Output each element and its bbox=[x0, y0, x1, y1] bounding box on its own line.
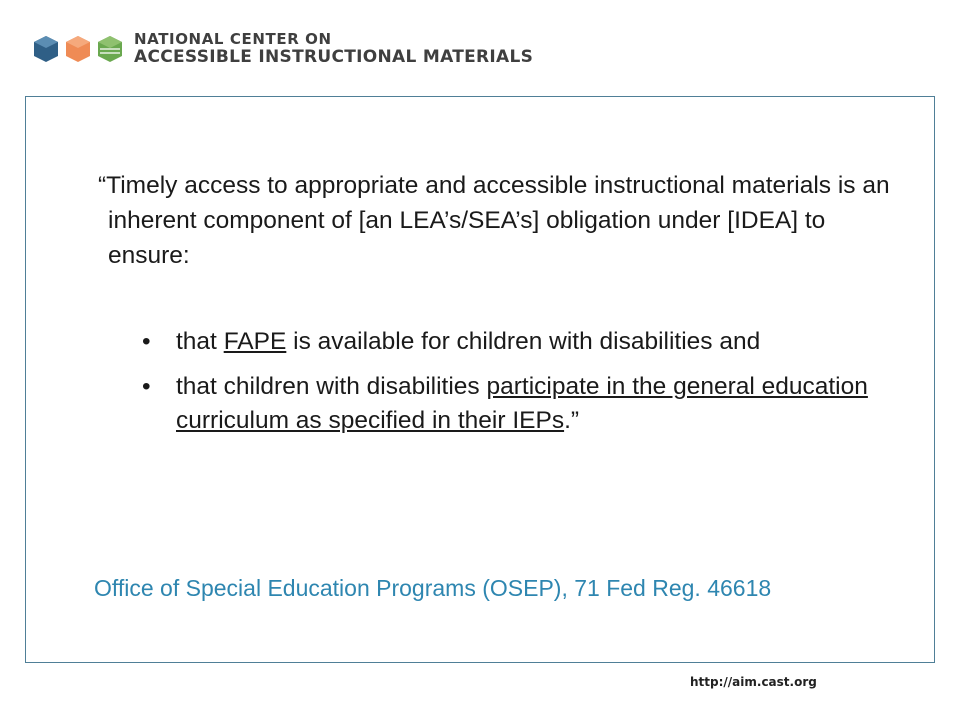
footer-url: http://aim.cast.org bbox=[690, 675, 817, 689]
quote-bullet-curriculum bbox=[136, 370, 886, 438]
header bbox=[30, 24, 533, 74]
bullet-text-pre: that children with disabilities bbox=[176, 373, 487, 400]
quote-box bbox=[25, 96, 935, 663]
bullet-text-post: is available for children with disabilities and bbox=[286, 328, 761, 355]
org-name-line2: ACCESSIBLE INSTRUCTIONAL MATERIALS bbox=[134, 46, 534, 67]
bullet-text-post: .” bbox=[564, 407, 580, 434]
organization-name bbox=[134, 31, 533, 66]
hexagon-logo-icon bbox=[30, 32, 128, 66]
quote-bullet-list bbox=[136, 325, 886, 449]
quote-intro: “Timely access to appropriate and accessible instructional materials is an inherent component of [an LEA’s/SEA’s] obligation under [IDEA] to ensure: bbox=[98, 172, 890, 269]
org-name-line1: NATIONAL CENTER ON bbox=[134, 30, 332, 49]
citation: Office of Special Education Programs (OSEP), 71 Fed Reg. 46618 bbox=[94, 575, 772, 601]
bullet-underlined-curriculum: participate in the general education curriculum as specified in their IEPs bbox=[176, 373, 868, 434]
bullet-underlined-fape: FAPE bbox=[223, 328, 287, 355]
quote-bullet-fape bbox=[136, 325, 886, 359]
bullet-text-pre: that bbox=[176, 328, 224, 355]
